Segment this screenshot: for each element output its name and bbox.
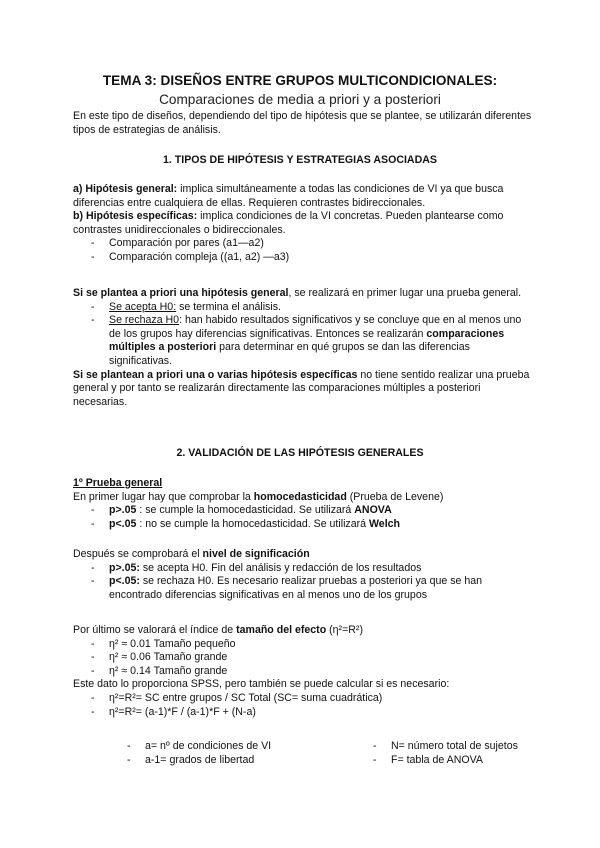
list-item: - Comparación compleja ((a1, a2) —a3) [91, 250, 290, 263]
hypothesis-specific: b) Hipótesis específicas: implica condiciones de la VI concretas. Pueden plantearse como contrastes unidireccionales o bidireccionales. [73, 210, 504, 236]
list-item: - p>.05: se acepta H0. Fin del análisis y redacción de los resultados [91, 561, 422, 574]
list-item: - p<.05: se rechaza H0. Es necesario realizar pruebas a posteriori ya que se han encontrado diferencias significativas en al menos uno de los grupos [91, 575, 483, 601]
list-item: - η²=R²= (a-1)*F / (a-1)*F + (N-a) [91, 705, 256, 718]
list-item: - p>.05 : se cumple la homocedasticidad. Se utilizará ANOVA [91, 504, 392, 517]
list-item: - η² ≈ 0.01 Tamaño pequeño [91, 637, 236, 650]
list-item: - η² ≈ 0.14 Tamaño grande [91, 664, 228, 677]
section2-significance: Después se comprobará el nivel de significación - p>.05: se acepta H0. Fin del análisis y redacción de los resultados - p<.05: se rechaza H0. Es necesario realizar pruebas a posteriori ya que se han encontrado diferencias significativas en al menos uno de los grupos [73, 548, 533, 602]
general-strategy: Si se plantea a priori una hipótesis general, se realizará en primer lugar una prueba general. [73, 287, 522, 299]
list-item: - Se acepta H0: se termina el análisis. [91, 300, 281, 313]
section1-heading: 1. TIPOS DE HIPÓTESIS Y ESTRATEGIAS ASOCIADAS [163, 154, 437, 166]
list-item: - a= nº de condiciones de VI [127, 740, 272, 752]
hypothesis-general: a) Hipótesis general: implica simultáneamente a todas las condiciones de VI ya que busca diferencias entre cualquiera de ellas. Requieren contrastes bidireccionales. [73, 183, 504, 209]
list-item: - η²=R²= SC entre grupos / SC Total (SC= suma cuadrática) [91, 691, 383, 704]
list-item: - N= número total de sujetos [373, 740, 518, 752]
list-item: - F= tabla de ANOVA [373, 753, 483, 766]
list-item: - Se rechaza H0: han habido resultados significativos y se concluye que en al menos uno de los grupos hay diferencias significativas. Entonces se realizarán comparaciones múltiples a posteriori para determinar en qué grupos se dan las diferencias significativas. [91, 314, 522, 367]
section2-heading: 2. VALIDACIÓN DE LAS HIPÓTESIS GENERALES [176, 447, 424, 459]
section1-strategy [73, 287, 533, 409]
page-subtitle: Comparaciones de media a priori y a posteriori [159, 92, 441, 107]
list-item: - a-1= grados de libertad [127, 753, 255, 766]
section2-homocedasticity: 1º Prueba general En primer lugar hay que comprobar la homocedasticidad (Prueba de Levene) - p>.05 : se cumple la homocedasticidad. Se utilizará ANOVA - p<.05 : no se cumple la homocedasticidad. Se utilizará Welch [73, 477, 533, 531]
legend-right [373, 740, 593, 767]
section1-body [73, 183, 533, 265]
legend-left [127, 740, 347, 767]
page-title: TEMA 3: DISEÑOS ENTRE GRUPOS MULTICONDICIONALES: [102, 73, 498, 88]
section2-effect-size: Por último se valorará el índice de tamaño del efecto (η²=R²) - η² ≈ 0.01 Tamaño pequeño - η² ≈ 0.06 Tamaño grande - η² ≈ 0.14 Tamaño grande Este dato lo proporciona SPSS, pero también se puede calcular si es necesario: - η²=R²= SC entre grupos / SC Total (SC= suma cuadrática) - η²=R²= (a-1)*F / (a-1)*F + (N-a) [73, 624, 533, 719]
subsection-title: 1º Prueba general [73, 477, 163, 489]
specific-strategy: Si se plantean a priori una o varias hipótesis específicas no tiene sentido realizar una prueba general y por tanto se realizarán directamente las comparaciones múltiples a posteriori necesarias. [73, 368, 530, 408]
list-item: - p<.05 : no se cumple la homocedasticidad. Se utilizará Welch [91, 517, 401, 530]
list-item: - Comparación por pares (a1—a2) [91, 237, 264, 250]
intro-paragraph: En este tipo de diseños, dependiendo del tipo de hipótesis que se plantee, se utilizarán diferentes tipos de estrategias de análisis. [73, 110, 532, 136]
list-item: - η² ≈ 0.06 Tamaño grande [91, 651, 228, 664]
